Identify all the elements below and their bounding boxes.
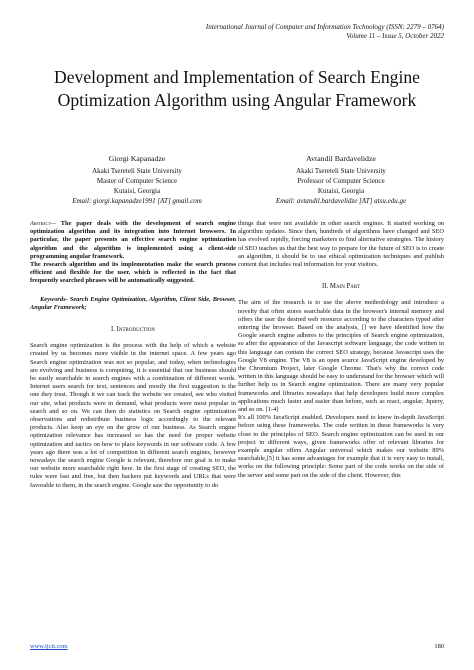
introduction-continued: things that were not available in other search engines. It started working on algorithm updates. Since then, hundreds of algorithms have changed and SEO has evolved rapidly, forcing marketers to find alternative strategies. The history of SEO teaches us that the best way to prepare for the future of SEO is to create an algorithm, it should be to use ethical optimization techniques and publish content that includes real information for your visitors.	[238, 220, 444, 269]
left-column	[30, 220, 236, 490]
author-city: Kutaisi, Georgia	[317, 187, 365, 195]
author-name: Avtandil Bardavelidze	[306, 154, 376, 163]
section-heading-main-part: II. Main Part	[321, 283, 361, 291]
journal-volume: Volume 11 – Issue 5, October 2022	[346, 32, 444, 40]
author-city: Kutaisi, Georgia	[113, 187, 161, 195]
main-part-paragraph-1: The aim of the research is to use the above methodology and introduce a novelty that often stores searchable data in the browser's internal memory and offers the user the desired web resource according to the characters typed after entering the browser. Based on the analysis, [] we have identified how the Google search engine adheres to the principles of Search engine optimization, so after the appearance of the Javascript software language, the code written in this language can contain the correct SEO strategy, because Javascript uses the Google V8 engine. The V8 is an open source JavaScript engine developed by the Chromium Project, later Google Chrome. That's why the correct code written in this language should be easy to understand for the browser which will further help us in Search engine optimization. There are many very popular frameworks and libraries nowadays that help developers build more complex applications much faster and easier than before, such as react, angular, Jquery, and so on. [1-4]	[238, 299, 444, 414]
author-affiliation: Akaki Tsereteli State University	[92, 167, 182, 175]
author-block-1	[37, 154, 237, 206]
abstract-text: The paper deals with the development of search engine optimization algorithm and its integration into Internet browsers. In particular, the paper presents an effective search engine optimization algorithm and the algorithm is implemented using a client-side programming angular framework.	[30, 220, 236, 260]
abstract-paragraph-2: The research algorithm and its implementation make the search process efficient and flexible for the user, which is reflected in the fact that frequently searched phrases will be automatically suggested.	[30, 261, 236, 285]
paper-title: Development and Implementation of Search Engine Optimization Algorithm using Angular Framework	[54, 67, 420, 110]
author-position: Master of Computer Science	[96, 177, 178, 185]
right-column	[238, 220, 444, 480]
abstract	[30, 220, 236, 261]
main-part-paragraph-2: It's all 100% JavaScript enabled. Developers need to know in-depth JavaScript before using these frameworks. The code written in these frameworks is very close to the principles of SEO. Search engine optimization can be used in our project in different ways, given frameworks offer of relevant libraries for example angular offers Angular universal which makes our website 89% searchable,[5] it has some advantages for example that it is very easy to install, works on the following principle: Some part of the code works on the side of the server and some part on the side of the client. However, this	[238, 414, 444, 479]
footer-url[interactable]: www.ijcit.com	[30, 643, 68, 650]
author-position: Professor of Computer Science	[297, 177, 385, 185]
journal-header	[144, 23, 444, 41]
page-number: 180	[434, 643, 444, 650]
section-heading-introduction: I. Introduction	[110, 326, 156, 334]
introduction-text: Search engine optimization is the process with the help of which a website created by us becomes more visible in the internet space. A few years ago Search engine optimization was not so popular, and today, when technologies are evolving and business is computing, it is essential that our business should be easily searchable in search engines with a combination of different words. Internet users search for text, sentences and mostly the first suggestion is the one they trust. Though it we can track the website we created, see who visited our site, what products were in demand, what products were most popular in search and so on. We can then do statistics on Search engine optimization observations and redistribute business logic accordingly to the relevant products. Also keep an eye on the grow of our business. As Search engine optimization relevance has increased so has the need for proper website optimization and tactics on how to place keywords in our software code. A few years ago there was a lot of competition in different search engines, however nowadays the search engine Google is relevant, therefore our goal is to make our website more searchable right here. In the first stage of creating SEO, the rules were fast and free, but then hackers put keywords and URLs that were favorable to them, in the search engine. Google saw the opportunity to do	[30, 342, 236, 489]
author-email: Email: giorgi.kapanadze1991 [AT] gmail.com	[72, 197, 202, 205]
author-block-2	[241, 154, 441, 206]
author-email: Email: avtandil.bardavelidze [AT] atsu.edu.ge	[275, 197, 407, 205]
abstract-lead: Abstract—	[30, 220, 57, 227]
journal-name: International Journal of Computer and Information Technology (ISSN: 2279 – 0764)	[205, 23, 444, 31]
author-affiliation: Akaki Tsereteli State University	[296, 167, 386, 175]
author-name: Giorgi Kapanadze	[108, 154, 166, 163]
keywords: Keywords- Search Engine Optimization, Algorithm, Client Side, Browser, Angular Framework;	[30, 295, 236, 311]
